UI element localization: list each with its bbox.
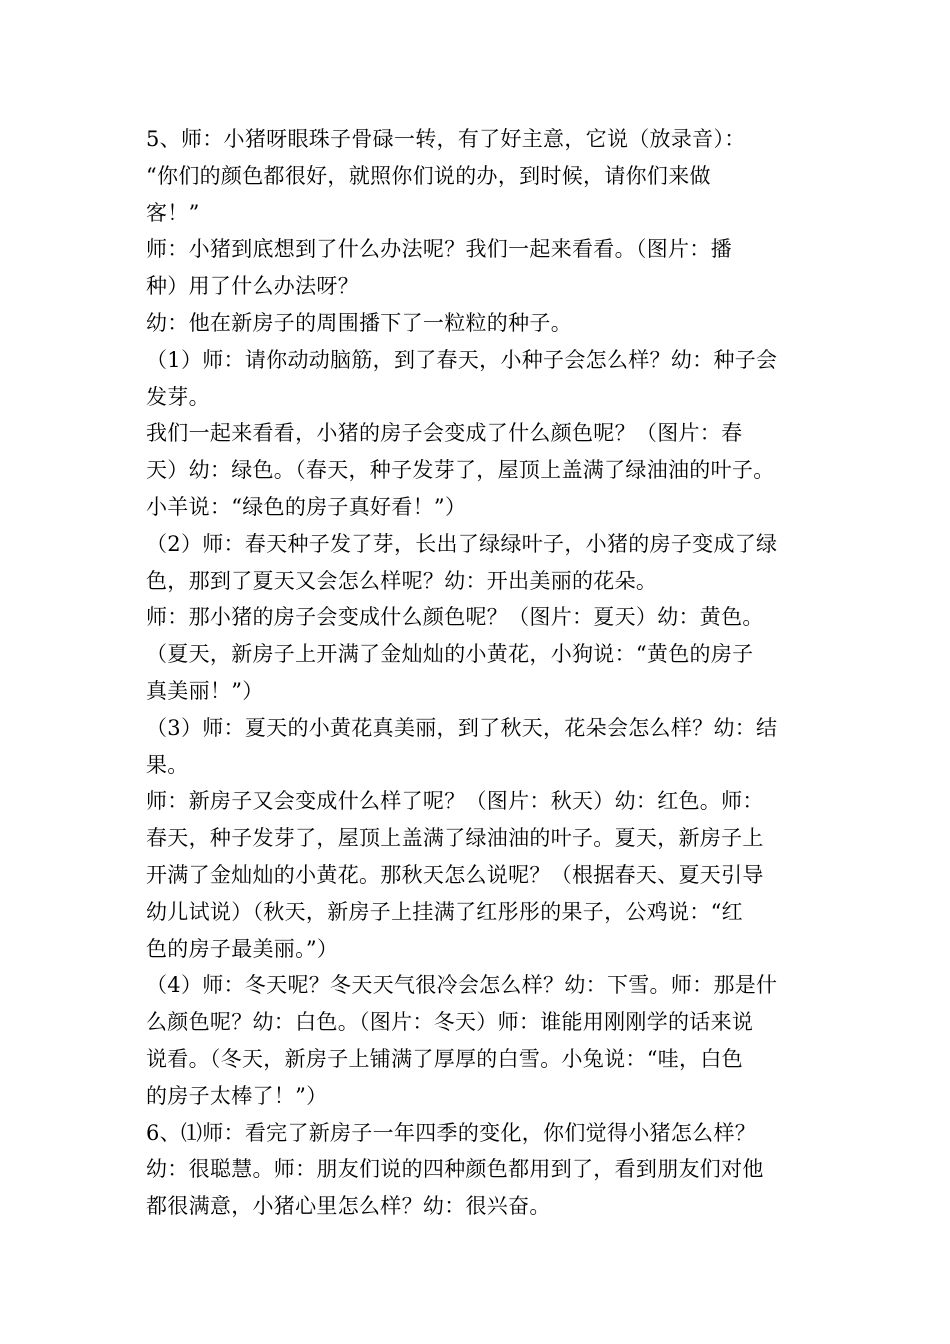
document-body: [146, 121, 810, 1225]
text-line: 么颜色呢？幼：白色。（图片：冬天）师：谁能用刚刚学的话来说: [146, 1010, 754, 1035]
text-line: 的房子太棒了！”）: [146, 1083, 328, 1108]
text-line: 都很满意，小猪心里怎么样？幼：很兴奋。: [146, 1194, 551, 1219]
text-line: 种）用了什么办法呀？: [146, 274, 359, 299]
text-line: 幼：他在新房子的周围播下了一粒粒的种子。: [146, 310, 572, 335]
text-line: 说看。（冬天，新房子上铺满了厚厚的白雪。小兔说：“哇，白色: [146, 1046, 743, 1071]
text-line: 师：新房子又会变成什么样了呢？（图片：秋天）幼：红色。师：: [146, 789, 764, 814]
text-line: 春天，种子发芽了，屋顶上盖满了绿油油的叶子。夏天，新房子上: [146, 826, 764, 851]
text-line: 天）幼：绿色。（春天，种子发芽了，屋顶上盖满了绿油油的叶子。: [146, 458, 775, 483]
text-line: 色的房子最美丽。”）: [146, 936, 339, 961]
text-line: 小羊说：“绿色的房子真好看！”）: [146, 494, 467, 519]
text-line: （2）师：春天种子发了芽，长出了绿绿叶子，小猪的房子变成了绿: [146, 531, 778, 556]
text-line: 5、师：小猪呀眼珠子骨碌一转，有了好主意，它说（放录音）：: [146, 127, 746, 151]
text-line: 开满了金灿灿的小黄花。那秋天怎么说呢？（根据春天、夏天引导: [146, 862, 764, 887]
text-line: （夏天，新房子上开满了金灿灿的小黄花，小狗说：“黄色的房子: [146, 642, 754, 667]
text-line: 客！”: [146, 200, 200, 225]
text-line: 师：小猪到底想到了什么办法呢？我们一起来看看。（图片：播: [146, 237, 732, 262]
text-line: 发芽。: [146, 384, 210, 409]
text-line: 幼儿试说）（秋天，新房子上挂满了红彤彤的果子，公鸡说：“红: [146, 899, 743, 924]
text-line: 我们一起来看看，小猪的房子会变成了什么颜色呢？（图片：春: [146, 421, 743, 446]
text-line: （4）师：冬天呢？冬天天气很冷会怎么样？幼：下雪。师：那是什: [146, 973, 778, 998]
text-line: （3）师：夏天的小黄花真美丽，到了秋天，花朵会怎么样？幼：结: [146, 715, 778, 740]
text-line: 6、⑴师：看完了新房子一年四季的变化，你们觉得小猪怎么样？: [146, 1120, 757, 1145]
text-line: 色，那到了夏天又会怎么样呢？幼：开出美丽的花朵。: [146, 568, 658, 593]
text-line: 师：那小猪的房子会变成什么颜色呢？（图片：夏天）幼：黄色。: [146, 605, 764, 630]
text-line: 幼：很聪慧。师：朋友们说的四种颜色都用到了，看到朋友们对他: [146, 1157, 764, 1182]
text-line: 真美丽！”）: [146, 678, 264, 703]
text-line: “你们的颜色都很好，就照你们说的办，到时候，请你们来做: [146, 163, 711, 188]
text-line: 果。: [146, 752, 189, 777]
text-line: （1）师：请你动动脑筋，到了春天，小种子会怎么样？幼：种子会: [146, 347, 778, 372]
